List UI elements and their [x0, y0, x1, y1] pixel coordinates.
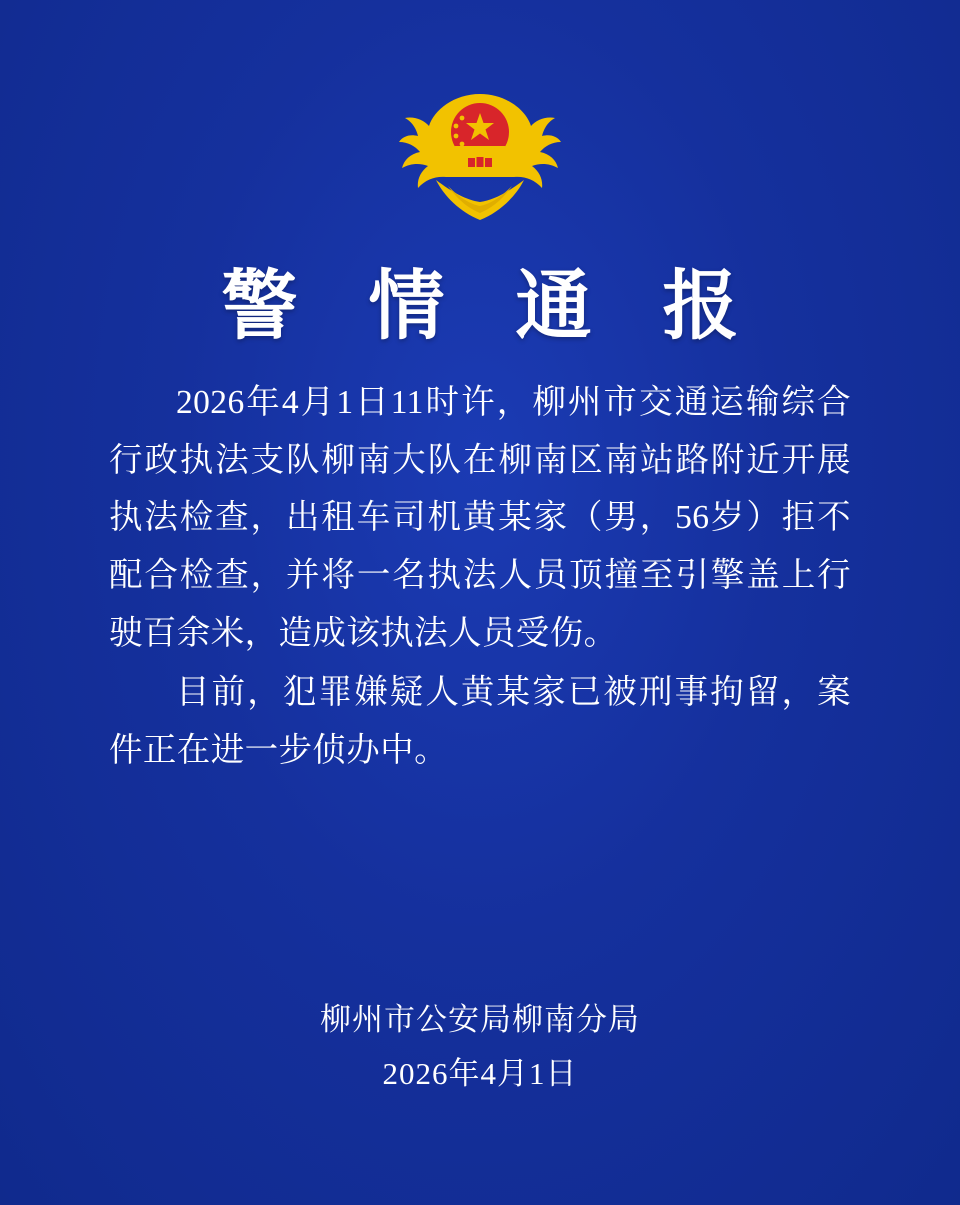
issuing-authority: 柳州市公安局柳南分局	[320, 1001, 640, 1037]
china-police-emblem	[396, 80, 564, 240]
issue-date: 2026年4月1日	[382, 1055, 578, 1091]
page-title: 警 情 通 报	[221, 265, 765, 349]
signature-block	[0, 993, 960, 1102]
notice-paragraph-2: 目前，犯罪嫌疑人黄某家已被刑事拘留，案件正在进一步侦办中。	[109, 674, 851, 769]
notice-body	[109, 374, 851, 779]
notice-paragraph-1: 2026年4月1日11时许，柳州市交通运输综合行政执法支队柳南大队在柳南区南站路附近开展执法检查，出租车司机黄某家（男，56岁）拒不配合检查，并将一名执法人员顶撞至引擎盖上行驶百余米，造成该执法人员受伤。	[109, 384, 851, 652]
